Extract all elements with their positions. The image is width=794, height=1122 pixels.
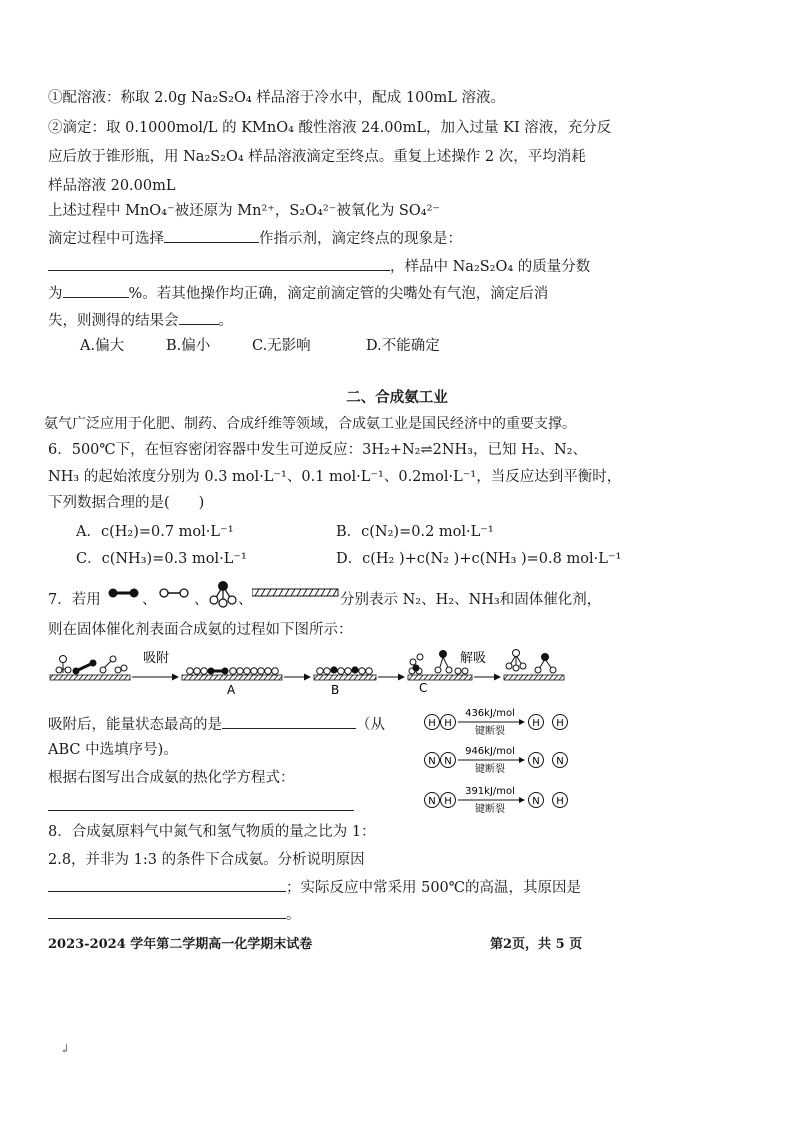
bond-row-n-n [425,746,568,775]
section-intro: 氨气广泛应用于化肥、制药、合成纤维等领域，合成氨工业是国民经济中的重要支撑。 [44,416,576,432]
stage-label-c: C [419,681,428,695]
bond-row-n-h [425,786,568,815]
return-mark: ↲ [60,1042,71,1056]
answer-blank[interactable] [164,228,259,243]
option-d[interactable]: D.不能确定 [366,338,440,354]
text: ；实际反应中常采用 500℃的高温，其原因是 [286,880,582,896]
separator: 、 [194,592,209,608]
svg-text:H: H [556,718,564,729]
answer-blank[interactable] [222,714,356,729]
stage-label-a: A [227,683,236,695]
stage-initial [50,656,130,681]
question-8-line [48,877,581,898]
svg-text:键断裂: 键断裂 [475,804,505,815]
text: 失，则测得的结果会 [48,313,179,329]
text-line: 应后放于锥形瓶，用 Na₂S₂O₄ 样品溶液滴定至终点。重复上述操作 2 次，平均消耗 [48,149,586,165]
question-8-line [48,904,301,925]
h2-molecule-icon [158,582,192,604]
text: 。 [218,313,233,329]
label-desorb: 解吸 [460,651,487,666]
svg-text:436kJ/mol: 436kJ/mol [465,708,515,719]
answer-blank[interactable] [48,904,286,919]
stage-label-b: B [331,683,340,695]
text-line: ①配溶液：称取 2.0g Na₂S₂O₄ 样品溶于冷水中，配成 100mL 溶液。 [48,90,506,106]
text: 滴定过程中可选择 [48,231,164,247]
footer-page-number: 第2页，共 5 页 [490,937,583,952]
stage-a [182,668,282,681]
svg-text:键断裂: 键断裂 [475,764,505,775]
text: 分别表示 N₂、H₂、NH₃和固体催化剂， [340,592,602,608]
answer-blank[interactable] [48,877,286,892]
svg-text:H: H [428,718,436,729]
bond-energy-diagram [420,704,580,822]
answer-blank[interactable] [179,310,219,325]
svg-text:H: H [532,718,540,729]
question-7-line: ABC 中选填序号)。 [48,742,178,758]
question-7-line [48,714,385,735]
text-line: ②滴定：取 0.1000mol/L 的 KMnO₄ 酸性溶液 24.00mL，加入过量 KI 溶液，充分反 [48,120,612,136]
bond-row-h-h [425,708,568,737]
stage-b [314,666,376,680]
option-b[interactable]: B．c(N₂)=0.2 mol·L⁻¹ [336,524,494,540]
svg-text:N: N [444,756,452,767]
svg-text:391kJ/mol: 391kJ/mol [465,786,515,797]
text: 吸附后，能量状态最高的是 [48,717,222,733]
svg-text:N: N [428,756,436,767]
answer-blank[interactable] [63,283,129,298]
svg-text:键断裂: 键断裂 [475,726,505,737]
text: 作指示剂，滴定终点的现象是： [259,231,462,247]
svg-text:H: H [444,796,452,807]
answer-blank[interactable] [48,256,390,271]
svg-text:N: N [532,756,540,767]
option-c[interactable]: C.无影响 [252,338,311,354]
catalyst-surface-icon [252,588,340,598]
question-6-line: 6．500℃下，在恒容密闭容器中发生可逆反应：3H₂+N₂⇌2NH₃，已知 H₂、N₂、 [48,442,588,458]
nh3-molecule-icon [208,578,238,608]
stage-final [504,650,564,681]
option-d[interactable]: D．c(H₂ )+c(N₂ )+c(NH₃ )=0.8 mol·L⁻¹ [336,551,622,567]
text-line: 样品溶液 20.00mL [48,178,176,194]
svg-text:946kJ/mol: 946kJ/mol [465,746,515,757]
text-line: 上述过程中 MnO₄⁻被还原为 Mn²⁺，S₂O₄²⁻被氧化为 SO₄²⁻ [48,203,441,219]
section-title: 二、合成氨工业 [346,389,448,406]
answer-blank[interactable] [48,796,354,811]
n2-molecule-icon [106,582,142,604]
svg-text:H: H [556,796,564,807]
text: ，样品中 Na₂S₂O₄ 的质量分数 [390,259,591,275]
ammonia-synthesis-process-diagram [48,645,568,695]
text: %。若其他操作均正确，滴定前滴定管的尖嘴处有气泡，滴定后消 [128,286,549,302]
option-a[interactable]: A．c(H₂)=0.7 mol·L⁻¹ [76,524,234,540]
question-7-line: 7．若用 [48,592,101,608]
question-8-line: 8．合成氨原料气中氮气和氢气物质的量之比为 1： [48,824,376,840]
text-line [48,310,233,331]
svg-text:N: N [428,796,436,807]
option-b[interactable]: B.偏小 [166,338,211,354]
question-6-line: 下列数据合理的是( ) [48,495,205,511]
option-a[interactable]: A.偏大 [80,338,125,354]
label-adsorb: 吸附 [143,651,170,666]
text-line [48,283,548,304]
question-7-line: 根据右图写出合成氨的热化学方程式： [48,770,295,786]
text: 为 [48,286,63,302]
question-7-line [48,796,354,817]
separator: 、 [142,592,157,608]
separator: 、 [238,592,253,608]
question-8-line: 2.8，并非为 1:3 的条件下合成氨。分析说明原因 [48,852,365,868]
option-c[interactable]: C．c(NH₃)=0.3 mol·L⁻¹ [76,551,247,567]
question-6-line: NH₃ 的起始浓度分别为 0.3 mol·L⁻¹、0.1 mol·L⁻¹、0.2mol·L⁻¹，当反应达到平衡时， [48,469,622,485]
svg-text:N: N [556,756,564,767]
footer-exam-title: 2023-2024 学年第二学期高一化学期末试卷 [48,937,313,952]
svg-text:H: H [444,718,452,729]
text-line [48,228,462,249]
text-line [48,256,590,277]
question-7-line: 则在固体催化剂表面合成氨的过程如下图所示： [48,622,353,638]
text: （从 [356,717,385,733]
svg-text:N: N [532,796,540,807]
text: 。 [286,907,301,923]
